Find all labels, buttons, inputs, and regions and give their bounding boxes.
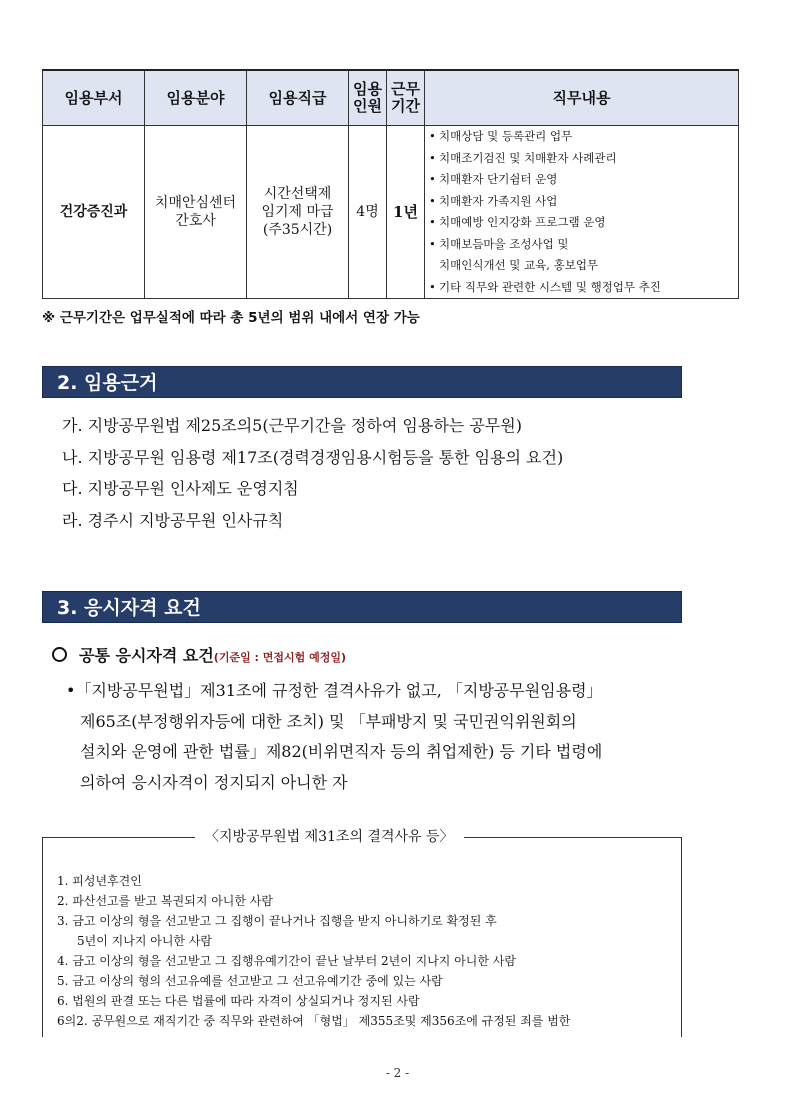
header-field: 임용분야: [145, 70, 247, 126]
paragraph-line: 설치와 운영에 관한 법률」제82(비위면직자 등의 취업제한) 등 기타 법령에: [80, 742, 603, 761]
list-item: 6. 법원의 판결 또는 다른 법률에 따라 자격이 상실되거나 정지된 사람: [57, 994, 420, 1008]
header-department: 임용부서: [43, 70, 145, 126]
list-item: 가. 지방공무원법 제25조의5(근무기간을 정하여 임용하는 공무원): [62, 416, 522, 435]
paragraph-line: 의하여 응시자격이 정지되지 아니한 자: [80, 772, 348, 792]
list-item: 라. 경주시 지방공무원 인사규칙: [62, 510, 284, 530]
list-item: • 치매환자 단기쉼터 운영: [429, 172, 558, 186]
list-item: • 치매예방 인지강화 프로그램 운영: [429, 215, 606, 229]
reference-date-note: (기준일 : 면접시험 예정일): [213, 651, 346, 664]
section-heading-basis: 2. 임용근거: [42, 366, 682, 398]
qualification-paragraph: [66, 676, 726, 798]
cell-term: 1년: [387, 126, 425, 299]
paragraph-line: 제65조(부정행위자등에 대한 조치) 및 「부패방지 및 국민권익위원회의: [80, 711, 577, 731]
header-term: 근무 기간: [387, 70, 425, 126]
list-item: 4. 금고 이상의 형을 선고받고 그 집행유예기간이 끝난 날부터 2년이 지나지 아니한 사람: [57, 954, 516, 968]
table-header-row: [43, 70, 739, 126]
table-row: [43, 126, 739, 299]
recruitment-table: [42, 69, 739, 299]
list-item: • 치매환자 가족지원 사업: [429, 193, 558, 208]
term-extension-note: ※ 근무기간은 업무실적에 따라 총 5년의 범위 내에서 연장 가능: [42, 310, 420, 326]
list-item: • 기타 직무와 관련한 시스템 및 행정업무 추진: [429, 279, 661, 294]
header-rank: 임용직급: [247, 70, 349, 126]
cell-field: 치매안심센터 간호사: [145, 126, 247, 299]
cell-rank: 시간선택제 임기제 마급 (주35시간): [247, 126, 349, 299]
box-title: 〈지방공무원법 제31조의 결격사유 등〉: [195, 828, 464, 846]
section-heading-qualifications: 3. 응시자격 요건: [42, 591, 682, 623]
cell-department: 건강증진과: [43, 126, 145, 299]
sub-heading-common-qualifications: [52, 643, 346, 666]
list-item: 5. 금고 이상의 형의 선고유예를 선고받고 그 선고유예기간 중에 있는 사람: [57, 974, 443, 988]
page-number: - 2 -: [385, 1066, 410, 1080]
list-item: 치매인식개선 및 교육, 홍보업무: [439, 258, 599, 272]
disqualification-list: [57, 871, 570, 1031]
cell-count: 4명: [349, 126, 387, 299]
sub-heading-text: 공통 응시자격 요건: [79, 646, 214, 665]
header-count: 임용 인원: [349, 70, 387, 126]
duties-list: [425, 126, 738, 298]
circle-bullet-icon: [52, 647, 67, 662]
paragraph-line: •「지방공무원법」제31조에 규정한 결격사유가 없고, 「지방공무원임용령」: [66, 681, 603, 700]
list-item: 5년이 지나지 아니한 사람: [77, 934, 212, 948]
basis-list: [62, 410, 563, 536]
list-item: • 치매상담 및 등록관리 업무: [429, 129, 573, 143]
list-item: • 치매조기검진 및 치매환자 사례관리: [429, 150, 617, 165]
list-item: 1. 피성년후견인: [57, 874, 142, 888]
cell-duties: [425, 126, 739, 299]
list-item: 다. 지방공무원 인사제도 운영지침: [62, 479, 299, 498]
list-item: 나. 지방공무원 임용령 제17조(경력경쟁임용시험등을 통한 임용의 요건): [62, 447, 564, 467]
list-item: 2. 파산선고를 받고 복권되지 아니한 사람: [57, 894, 273, 908]
header-duties: 직무내용: [425, 70, 739, 126]
list-item: • 치매보듬마을 조성사업 및: [429, 236, 569, 251]
list-item: 6의2. 공무원으로 재직기간 중 직무와 관련하여 「형법」 제355조및 제356조에 규정된 죄를 범한: [57, 1014, 571, 1028]
list-item: 3. 금고 이상의 형을 선고받고 그 집행이 끝나거나 집행을 받지 아니하기로 확정된 후: [57, 914, 497, 928]
